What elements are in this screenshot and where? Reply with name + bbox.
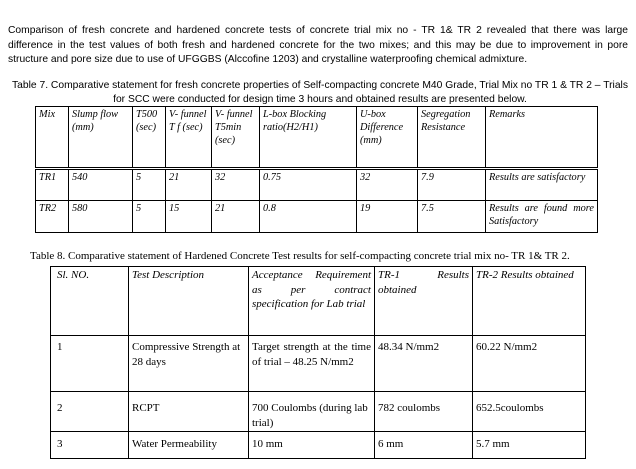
table8-hardened-concrete: [50, 266, 586, 459]
table-cell: 7.5: [418, 201, 486, 233]
table-row: [51, 432, 586, 459]
table-cell: 10 mm: [249, 432, 375, 459]
table-row: [36, 169, 598, 201]
table8-header-tr1: TR-1 Results obtained: [375, 267, 473, 336]
table7-header-row: [36, 107, 598, 169]
table-cell: 580: [69, 201, 133, 233]
table8-header-acceptance: Acceptance Requirement as per contract specification for Lab trial: [249, 267, 375, 336]
table-cell: 782 coulombs: [375, 392, 473, 432]
table8-header-test: Test Description: [129, 267, 249, 336]
table-cell: Target strength at the time of trial – 48.25 N/mm2: [249, 336, 375, 392]
table-cell: TR2: [36, 201, 69, 233]
table7-header-t500: T500 (sec): [133, 107, 166, 169]
table-cell: 540: [69, 169, 133, 201]
table7-header-segregation: Segregation Resistance: [418, 107, 486, 169]
table-row: [51, 392, 586, 432]
table-cell: 5: [133, 201, 166, 233]
table-cell: 1: [51, 336, 129, 392]
table-row: [51, 336, 586, 392]
table-cell: 21: [212, 201, 260, 233]
table-cell: 6 mm: [375, 432, 473, 459]
table-cell-remarks: Results are satisfactory: [486, 169, 598, 201]
table-cell: 21: [166, 169, 212, 201]
table-cell: 32: [357, 169, 418, 201]
table7-header-ubox: U-box Difference (mm): [357, 107, 418, 169]
table7-header-slump: Slump flow (mm): [69, 107, 133, 169]
table8-header-tr2: TR-2 Results obtained: [473, 267, 586, 336]
table-cell: Water Permeability: [129, 432, 249, 459]
table-cell: Compressive Strength at 28 days: [129, 336, 249, 392]
table7-header-vfunnel-tf: V- funnel T f (sec): [166, 107, 212, 169]
table8-caption: Table 8. Comparative statement of Hardened Concrete Test results for self-compacting concrete trial mix no- TR 1& TR 2.: [30, 250, 570, 262]
table-cell: 3: [51, 432, 129, 459]
table8-header-slno: Sl. NO.: [51, 267, 129, 336]
table-cell: 15: [166, 201, 212, 233]
table7-header-mix: Mix: [36, 107, 69, 169]
table-cell: 700 Coulombs (during lab trial): [249, 392, 375, 432]
table-cell: 0.75: [260, 169, 357, 201]
table7-header-lbox: L-box Blocking ratio(H2/H1): [260, 107, 357, 169]
table-cell: 60.22 N/mm2: [473, 336, 586, 392]
table-cell: RCPT: [129, 392, 249, 432]
table-cell: 7.9: [418, 169, 486, 201]
table-cell: 19: [357, 201, 418, 233]
table-cell-remarks: Results are found more Satisfactory: [486, 201, 598, 233]
table-cell: 32: [212, 169, 260, 201]
table-cell: 0.8: [260, 201, 357, 233]
intro-paragraph: Comparison of fresh concrete and hardened concrete tests of concrete trial mix no - TR 1& TR 2 revealed that there was large difference in the test values of both fresh and hardened concrete for the two mixes; and this may be due to improvement in pore structure and pore size due to use of UFGGBS (Alccofine 1203) and crystalline waterproofing chemical admixture.: [8, 25, 628, 66]
table-cell: 48.34 N/mm2: [375, 336, 473, 392]
table-cell: 2: [51, 392, 129, 432]
table7-header-vfunnel-t5: V- funnel T5min (sec): [212, 107, 260, 169]
table-cell: 652.5coulombs: [473, 392, 586, 432]
table-row: [36, 201, 598, 233]
table-cell: TR1: [36, 169, 69, 201]
table7-fresh-concrete: [35, 106, 598, 233]
table7-header-remarks: Remarks: [486, 107, 598, 169]
table-cell: 5.7 mm: [473, 432, 586, 459]
table7-caption: Table 7. Comparative statement for fresh concrete properties of Self-compacting concrete M40 Grade, Trial Mix no TR 1 & TR 2 – Trials for SCC were conducted for design time 3 hours and obtained results are presented below.: [12, 80, 628, 105]
table-cell: 5: [133, 169, 166, 201]
table8-header-row: [51, 267, 586, 336]
